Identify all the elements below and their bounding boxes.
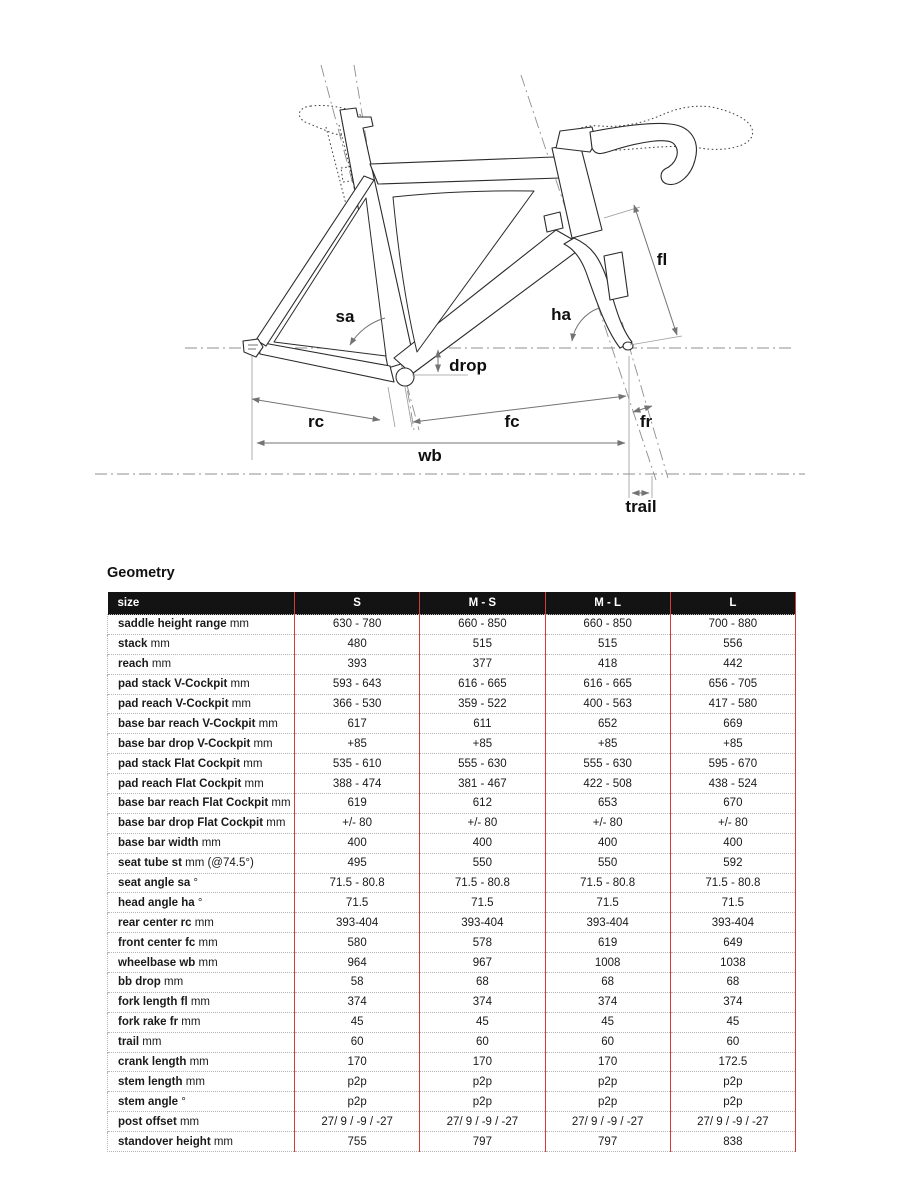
row-label: fork length fl mm	[108, 992, 295, 1012]
row-value-s: 617	[295, 714, 420, 734]
row-value-l: 68	[670, 973, 795, 993]
row-value-s: 580	[295, 933, 420, 953]
row-value-s: 374	[295, 992, 420, 1012]
row-value-s: 60	[295, 1032, 420, 1052]
table-row	[108, 694, 796, 714]
bottom-bracket	[396, 368, 414, 386]
row-value-ml: 71.5	[545, 893, 670, 913]
table-row	[108, 833, 796, 853]
row-value-l: 1038	[670, 953, 795, 973]
row-value-ml: p2p	[545, 1092, 670, 1112]
row-value-s: 619	[295, 794, 420, 814]
row-value-l: 71.5	[670, 893, 795, 913]
table-row	[108, 1052, 796, 1072]
row-value-ms: 967	[420, 953, 545, 973]
column-header-l: L	[670, 592, 795, 615]
row-value-ms: +/- 80	[420, 813, 545, 833]
row-label: wheelbase wb mm	[108, 953, 295, 973]
table-row	[108, 634, 796, 654]
row-label: front center fc mm	[108, 933, 295, 953]
row-value-ms: 71.5	[420, 893, 545, 913]
row-value-ml: 653	[545, 794, 670, 814]
row-value-ms: 515	[420, 634, 545, 654]
row-label: stem angle °	[108, 1092, 295, 1112]
row-value-ml: 1008	[545, 953, 670, 973]
row-value-l: +/- 80	[670, 813, 795, 833]
column-header-s: S	[295, 592, 420, 615]
fork-length-dimension	[634, 205, 677, 335]
row-label: base bar drop Flat Cockpit mm	[108, 813, 295, 833]
table-row	[108, 973, 796, 993]
row-label: bb drop mm	[108, 973, 295, 993]
table-row	[108, 1092, 796, 1112]
row-value-s: 71.5 - 80.8	[295, 873, 420, 893]
row-value-ms: 377	[420, 654, 545, 674]
row-label: standover height mm	[108, 1132, 295, 1152]
row-value-ml: 68	[545, 973, 670, 993]
table-row	[108, 873, 796, 893]
row-value-ml: +/- 80	[545, 813, 670, 833]
row-value-s: 480	[295, 634, 420, 654]
row-value-ml: 619	[545, 933, 670, 953]
row-label: pad reach Flat Cockpit mm	[108, 774, 295, 794]
front-dropout	[623, 342, 633, 350]
row-label: rear center rc mm	[108, 913, 295, 933]
row-value-s: 393	[295, 654, 420, 674]
row-value-ms: 611	[420, 714, 545, 734]
row-value-ms: 400	[420, 833, 545, 853]
row-value-ms: 359 - 522	[420, 694, 545, 714]
row-label: base bar width mm	[108, 833, 295, 853]
row-value-ml: 71.5 - 80.8	[545, 873, 670, 893]
row-value-s: 27/ 9 / -9 / -27	[295, 1112, 420, 1132]
row-value-ms: 27/ 9 / -9 / -27	[420, 1112, 545, 1132]
row-value-l: 649	[670, 933, 795, 953]
table-row	[108, 774, 796, 794]
label-head-angle: ha	[551, 305, 571, 324]
row-value-ms: 60	[420, 1032, 545, 1052]
row-value-ml: 797	[545, 1132, 670, 1152]
table-row	[108, 1132, 796, 1152]
label-trail: trail	[625, 497, 657, 516]
row-value-ml: 660 - 850	[545, 615, 670, 635]
geometry-table	[107, 592, 796, 1152]
row-value-s: 366 - 530	[295, 694, 420, 714]
label-fork-length: fl	[656, 250, 668, 269]
row-label: saddle height range mm	[108, 615, 295, 635]
row-value-l: +85	[670, 734, 795, 754]
column-header-size: size	[108, 592, 295, 615]
table-row	[108, 933, 796, 953]
row-value-ms: 393-404	[420, 913, 545, 933]
row-value-l: p2p	[670, 1092, 795, 1112]
table-row	[108, 1112, 796, 1132]
row-label: pad stack Flat Cockpit mm	[108, 754, 295, 774]
row-value-ms: 71.5 - 80.8	[420, 873, 545, 893]
table-row	[108, 615, 796, 635]
row-value-l: 670	[670, 794, 795, 814]
row-value-s: +/- 80	[295, 813, 420, 833]
row-value-l: 45	[670, 1012, 795, 1032]
row-value-ml: 45	[545, 1012, 670, 1032]
row-value-ms: 550	[420, 853, 545, 873]
row-value-l: 60	[670, 1032, 795, 1052]
row-value-l: 656 - 705	[670, 674, 795, 694]
row-label: seat angle sa °	[108, 873, 295, 893]
label-front-center: fc	[504, 412, 520, 431]
bb-extensions	[388, 387, 412, 427]
table-row	[108, 674, 796, 694]
row-value-ml: 400	[545, 833, 670, 853]
label-wheelbase: wb	[418, 446, 442, 465]
row-value-s: 71.5	[295, 893, 420, 913]
row-value-s: p2p	[295, 1092, 420, 1112]
table-row	[108, 853, 796, 873]
row-value-l: 172.5	[670, 1052, 795, 1072]
row-value-ml: 555 - 630	[545, 754, 670, 774]
row-value-ml: p2p	[545, 1072, 670, 1092]
row-label: crank length mm	[108, 1052, 295, 1072]
row-value-s: 58	[295, 973, 420, 993]
column-header-ms: M - S	[420, 592, 545, 615]
row-label: stem length mm	[108, 1072, 295, 1092]
row-value-s: 964	[295, 953, 420, 973]
row-value-l: 374	[670, 992, 795, 1012]
label-fork-rake: fr	[639, 412, 653, 431]
table-row	[108, 953, 796, 973]
row-label: stack mm	[108, 634, 295, 654]
row-value-ml: 652	[545, 714, 670, 734]
stem	[556, 127, 596, 152]
seatpost-dotted-line	[326, 127, 348, 212]
table-body	[108, 615, 796, 1152]
row-value-s: 170	[295, 1052, 420, 1072]
frame-drawing	[243, 105, 753, 386]
row-value-ms: 170	[420, 1052, 545, 1072]
row-value-ms: p2p	[420, 1092, 545, 1112]
row-value-s: 630 - 780	[295, 615, 420, 635]
table-row	[108, 654, 796, 674]
row-value-ms: +85	[420, 734, 545, 754]
head-angle-arc	[572, 308, 599, 341]
table-row	[108, 893, 796, 913]
table-row	[108, 992, 796, 1012]
table-header	[108, 592, 796, 615]
table-row	[108, 813, 796, 833]
row-value-l: p2p	[670, 1072, 795, 1092]
row-value-ms: 797	[420, 1132, 545, 1152]
table-row	[108, 913, 796, 933]
table-row	[108, 794, 796, 814]
row-value-ms: 578	[420, 933, 545, 953]
table-row	[108, 714, 796, 734]
row-label: base bar reach Flat Cockpit mm	[108, 794, 295, 814]
row-label: pad stack V-Cockpit mm	[108, 674, 295, 694]
row-value-l: 71.5 - 80.8	[670, 873, 795, 893]
row-value-ms: 555 - 630	[420, 754, 545, 774]
row-value-ms: 616 - 665	[420, 674, 545, 694]
bike-geometry-diagram	[0, 0, 900, 545]
row-value-ml: 400 - 563	[545, 694, 670, 714]
row-value-ms: 660 - 850	[420, 615, 545, 635]
row-value-l: 417 - 580	[670, 694, 795, 714]
label-rear-center: rc	[307, 412, 325, 431]
row-value-ml: +85	[545, 734, 670, 754]
row-value-ms: 374	[420, 992, 545, 1012]
row-value-l: 400	[670, 833, 795, 853]
row-value-l: 393-404	[670, 913, 795, 933]
row-value-s: 495	[295, 853, 420, 873]
row-label: base bar reach V-Cockpit mm	[108, 714, 295, 734]
row-label: reach mm	[108, 654, 295, 674]
table-row	[108, 1072, 796, 1092]
row-value-s: 755	[295, 1132, 420, 1152]
row-value-ms: p2p	[420, 1072, 545, 1092]
row-value-s: 535 - 610	[295, 754, 420, 774]
row-value-ml: 170	[545, 1052, 670, 1072]
row-value-s: 388 - 474	[295, 774, 420, 794]
row-value-ml: 374	[545, 992, 670, 1012]
base-bar	[590, 123, 696, 184]
row-value-l: 669	[670, 714, 795, 734]
row-label: pad reach V-Cockpit mm	[108, 694, 295, 714]
row-value-ml: 616 - 665	[545, 674, 670, 694]
row-value-ms: 612	[420, 794, 545, 814]
label-drop: drop	[449, 356, 487, 375]
rear-triangle-window	[274, 198, 386, 356]
section-heading: Geometry	[107, 565, 175, 581]
row-value-ml: 60	[545, 1032, 670, 1052]
row-value-ml: 422 - 508	[545, 774, 670, 794]
row-value-s: 593 - 643	[295, 674, 420, 694]
label-seat-angle: sa	[335, 307, 355, 326]
row-label: post offset mm	[108, 1112, 295, 1132]
column-header-ml: M - L	[545, 592, 670, 615]
row-value-s: +85	[295, 734, 420, 754]
row-value-ml: 418	[545, 654, 670, 674]
top-tube	[370, 157, 560, 184]
row-label: seat tube st mm (@74.5°)	[108, 853, 295, 873]
row-value-l: 838	[670, 1132, 795, 1152]
row-value-l: 27/ 9 / -9 / -27	[670, 1112, 795, 1132]
table-row	[108, 1032, 796, 1052]
row-value-s: 400	[295, 833, 420, 853]
row-label: head angle ha °	[108, 893, 295, 913]
row-value-s: p2p	[295, 1072, 420, 1092]
row-value-l: 442	[670, 654, 795, 674]
row-value-ms: 45	[420, 1012, 545, 1032]
row-value-l: 556	[670, 634, 795, 654]
row-value-l: 700 - 880	[670, 615, 795, 635]
table-row	[108, 1012, 796, 1032]
row-value-ml: 27/ 9 / -9 / -27	[545, 1112, 670, 1132]
row-value-ml: 515	[545, 634, 670, 654]
row-value-ms: 381 - 467	[420, 774, 545, 794]
row-value-l: 438 - 524	[670, 774, 795, 794]
head-junction-detail	[544, 212, 563, 232]
row-label: fork rake fr mm	[108, 1012, 295, 1032]
table-row	[108, 754, 796, 774]
row-value-s: 393-404	[295, 913, 420, 933]
row-label: trail mm	[108, 1032, 295, 1052]
row-value-ms: 68	[420, 973, 545, 993]
table-row	[108, 734, 796, 754]
row-value-ml: 393-404	[545, 913, 670, 933]
row-value-ml: 550	[545, 853, 670, 873]
row-label: base bar drop V-Cockpit mm	[108, 734, 295, 754]
row-value-l: 595 - 670	[670, 754, 795, 774]
row-value-l: 592	[670, 853, 795, 873]
row-value-s: 45	[295, 1012, 420, 1032]
